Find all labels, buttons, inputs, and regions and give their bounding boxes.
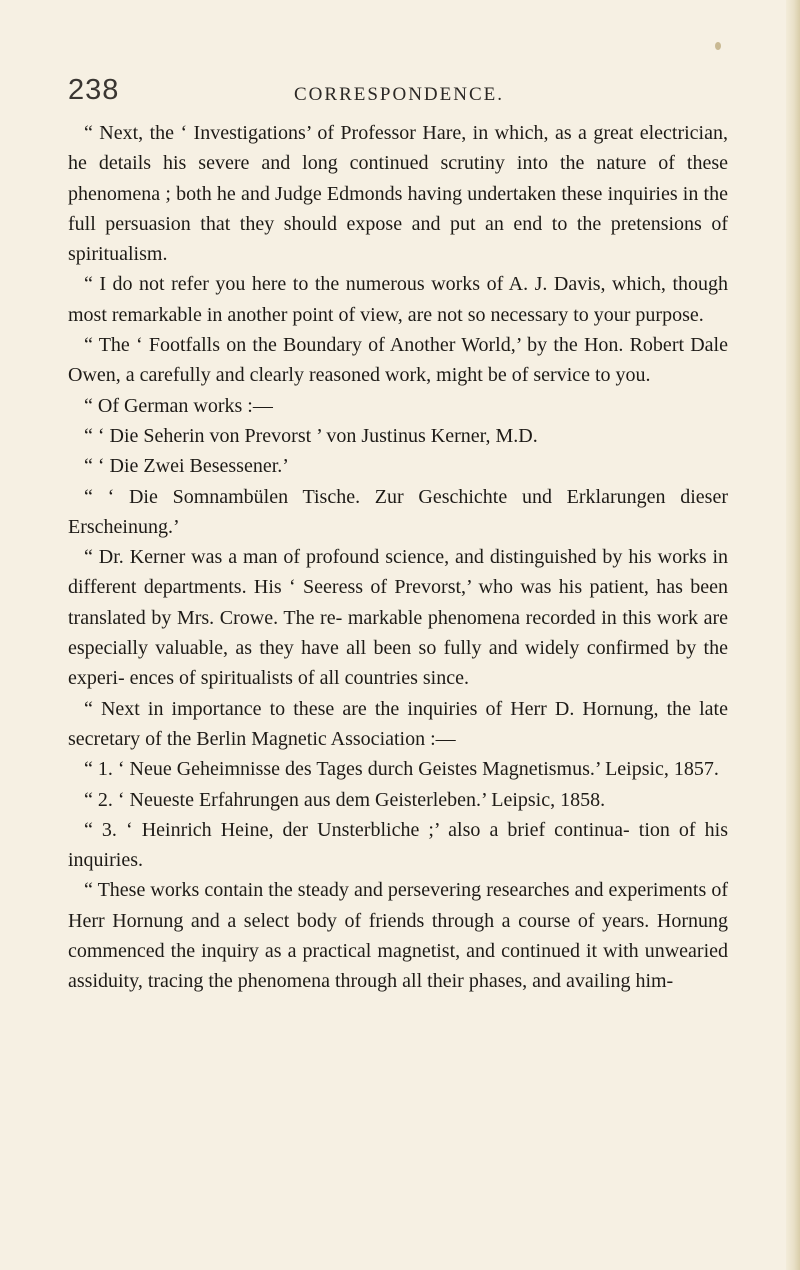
paragraph: “ 3. ‘ Heinrich Heine, der Unsterbliche ;’ also a brief continua- tion of his inquiries. bbox=[68, 818, 728, 872]
paragraph: “ Of German works :— bbox=[84, 394, 273, 417]
paragraph: “ 1. ‘ Neue Geheimnisse des Tages durch Geistes Magnetismus.’ Leipsic, 1857. bbox=[84, 758, 719, 781]
paragraph: “ ‘ Die Zwei Besessener.’ bbox=[84, 455, 289, 478]
paragraph: “ Next in importance to these are the inquiries of Herr D. Hornung, the late secretary of the Berlin Magnetic Association :— bbox=[68, 697, 728, 750]
paragraph: “ ‘ Die Somnambülen Tische. Zur Geschichte und Erklarungen dieser Erscheinung.’ bbox=[68, 485, 728, 538]
paragraph: “ 2. ‘ Neueste Erfahrungen aus dem Geisterleben.’ Leipsic, 1858. bbox=[84, 788, 606, 811]
paragraph: “ ‘ Die Seherin von Prevorst ’ von Justinus Kerner, M.D. bbox=[84, 424, 538, 447]
paragraph: “ I do not refer you here to the numerous works of A. J. Davis, which, though most remarkable in another point of view, are not so necessary to your purpose. bbox=[68, 273, 728, 326]
ink-spot bbox=[715, 42, 721, 50]
paragraph: “ Next, the ‘ Investigations’ of Professor Hare, in which, as a great electrician, he details his severe and long continued scrutiny into the nature of these phenomena ; both he and Judge Edmonds having undertaken these inquiries in the full persuasion that they should expose and put an end to the pretensions of spiritualism. bbox=[68, 122, 728, 266]
page-number: 238 bbox=[68, 74, 120, 106]
running-title: CORRESPONDENCE. bbox=[294, 84, 504, 105]
paragraph: “ Dr. Kerner was a man of profound science, and distinguished by his works in different departments. His ‘ Seeress of Prevorst,’ who was his patient, has been translated by Mrs. Crowe. The re- markable phenomena recorded in this work are especially valuable, as they have all been so fully and widely confirmed by the experi- ences of spiritualists of all countries since. bbox=[68, 546, 728, 690]
paragraph: “ These works contain the steady and persevering researches and experiments of Herr Hornung and a select body of friends through a course of years. Hornung commenced the inquiry as a practical magnetist, and continued it with unwearied assiduity, tracing the phenomena through all their phases, and availing him- bbox=[68, 879, 728, 993]
body-text bbox=[68, 118, 728, 997]
paragraph: “ The ‘ Footfalls on the Boundary of Another World,’ by the Hon. Robert Dale Owen, a carefully and clearly reasoned work, might be of service to you. bbox=[68, 334, 728, 387]
page-edge-shadow bbox=[786, 0, 800, 1270]
